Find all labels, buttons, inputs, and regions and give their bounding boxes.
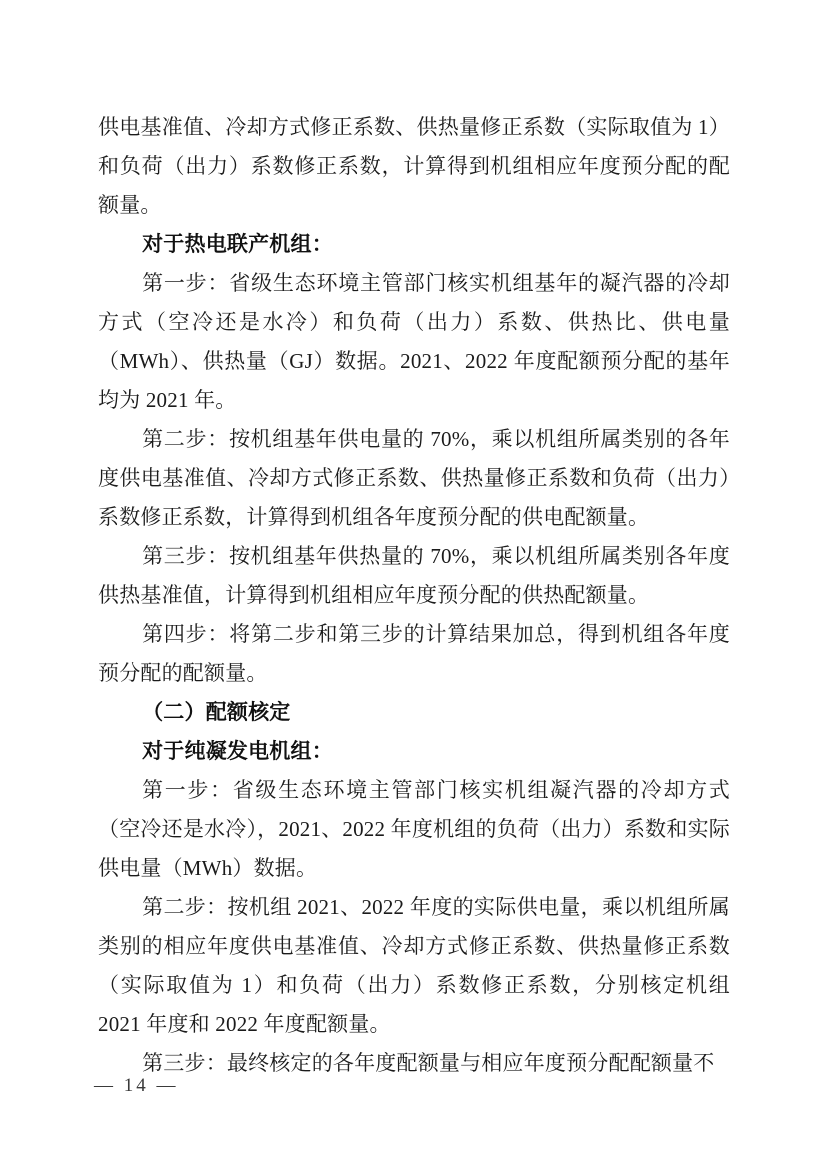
section-heading-condensing-units: 对于纯凝发电机组： xyxy=(142,739,333,763)
paragraph-verify-step-2: 第二步：按机组 2021、2022 年度的实际供电量，乘以机组所属类别的相应年度供电基准值、冷却方式修正系数、供热量修正系数（实际取值为 1）和负荷（出力）系数修正系数，分别核定机组 2021 年度和 2022 年度配额量。 xyxy=(98,895,730,1036)
document-body xyxy=(98,108,730,1083)
section-heading-chp-units: 对于热电联产机组： xyxy=(142,232,333,256)
section-heading-quota-verification: （二）配额核定 xyxy=(142,700,291,724)
paragraph-step-1: 第一步：省级生态环境主管部门核实机组基年的凝汽器的冷却方式（空冷还是水冷）和负荷（出力）系数、供热比、供电量（MWh）、供热量（GJ）数据。2021、2022 年度配额预分配的基年均为 2021 年。 xyxy=(98,271,730,412)
paragraph-step-3: 第三步：按机组基年供热量的 70%，乘以机组所属类别各年度供热基准值，计算得到机组相应年度预分配的供热配额量。 xyxy=(98,544,730,607)
paragraph-continued: 供电基准值、冷却方式修正系数、供热量修正系数（实际取值为 1）和负荷（出力）系数修正系数，计算得到机组相应年度预分配的配额量。 xyxy=(98,115,730,217)
paragraph-step-2: 第二步：按机组基年供电量的 70%，乘以机组所属类别的各年度供电基准值、冷却方式修正系数、供热量修正系数和负荷（出力）系数修正系数，计算得到机组各年度预分配的供电配额量。 xyxy=(98,427,730,529)
paragraph-verify-step-3: 第三步：最终核定的各年度配额量与相应年度预分配配额量不 xyxy=(142,1051,715,1075)
paragraph-step-4: 第四步：将第二步和第三步的计算结果加总，得到机组各年度预分配的配额量。 xyxy=(98,622,730,685)
page-number: — 14 — xyxy=(94,1075,179,1096)
paragraph-verify-step-1: 第一步：省级生态环境主管部门核实机组凝汽器的冷却方式（空冷还是水冷），2021、2022 年度机组的负荷（出力）系数和实际供电量（MWh）数据。 xyxy=(98,778,730,880)
